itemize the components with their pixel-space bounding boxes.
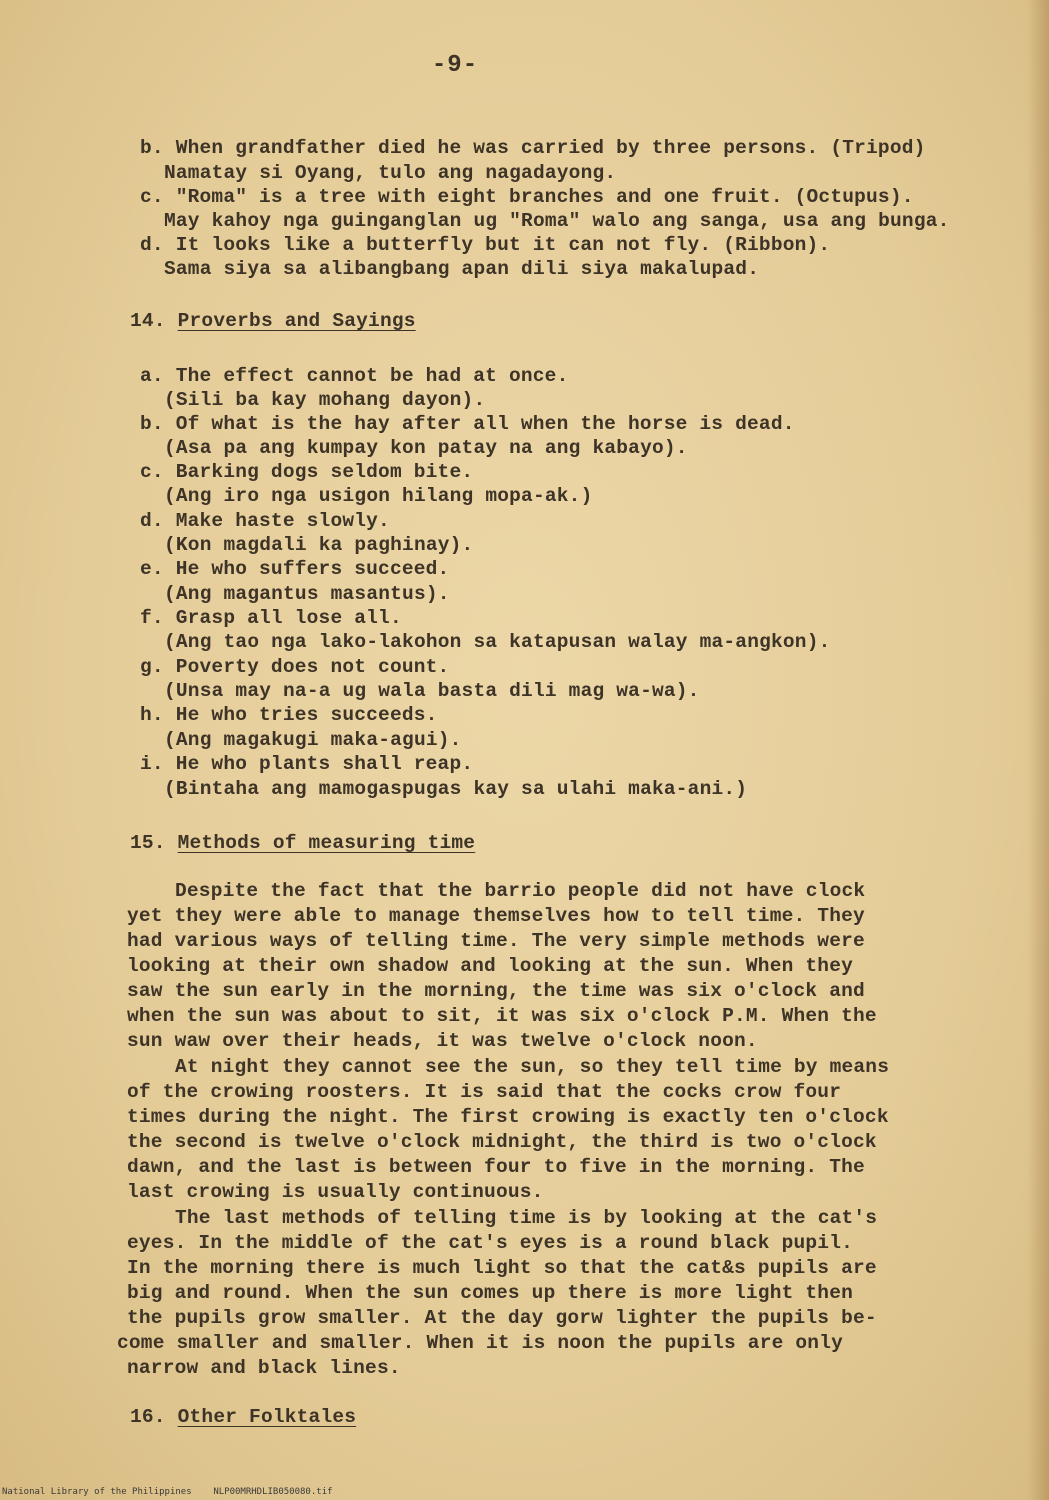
paragraph-line: come smaller and smaller. When it is noon the pupils are only (117, 1332, 844, 1354)
riddle-b-native: Namatay si Oyang, tulo ang nagadayong. (164, 162, 617, 184)
riddle-c: c. "Roma" is a tree with eight branches and one fruit. (Octupus). (140, 186, 914, 208)
paragraph-line: the pupils grow smaller. At the day gorw lighter the pupils be- (127, 1307, 877, 1329)
paragraph-line: of the crowing roosters. It is said that the cocks crow four (127, 1081, 842, 1103)
paragraph-line: Despite the fact that the barrio people did not have clock (175, 880, 866, 902)
proverb-e-native: (Ang magantus masantus). (164, 583, 450, 605)
page-edge-shadow (1027, 0, 1049, 1500)
section-14-heading: 14. Proverbs and Sayings (130, 310, 416, 332)
paragraph-line: At night they cannot see the sun, so they tell time by means (175, 1056, 890, 1078)
paragraph-line: when the sun was about to sit, it was six o'clock P.M. When the (127, 1005, 877, 1027)
proverb-c-native: (Ang iro nga usigon hilang mopa-ak.) (164, 485, 593, 507)
paragraph-line: The last methods of telling time is by looking at the cat's (175, 1207, 878, 1229)
proverb-b-native: (Asa pa ang kumpay kon patay na ang kabayo). (164, 437, 688, 459)
paragraph-line: looking at their own shadow and looking at the sun. When they (127, 955, 854, 977)
paragraph-line: big and round. When the sun comes up there is more light then (127, 1282, 854, 1304)
section-15-heading: 15. Methods of measuring time (130, 832, 476, 854)
proverb-g-native: (Unsa may na-a ug wala basta dili mag wa-wa). (164, 680, 700, 702)
riddle-d: d. It looks like a butterfly but it can not fly. (Ribbon). (140, 234, 831, 256)
proverb-a-native: (Sili ba kay mohang dayon). (164, 389, 486, 411)
proverb-h: h. He who tries succeeds. (140, 704, 438, 726)
proverb-a: a. The effect cannot be had at once. (140, 365, 569, 387)
paragraph-line: narrow and black lines. (127, 1357, 401, 1379)
proverb-e: e. He who suffers succeed. (140, 558, 450, 580)
paragraph-line: yet they were able to manage themselves how to tell time. They (127, 905, 865, 927)
paragraph-line: dawn, and the last is between four to five in the morning. The (127, 1156, 865, 1178)
paragraph-line: In the morning there is much light so that the cat&s pupils are (127, 1257, 877, 1279)
proverb-d-native: (Kon magdali ka paghinay). (164, 534, 474, 556)
paragraph-line: last crowing is usually continuous. (127, 1181, 544, 1203)
proverb-f: f. Grasp all lose all. (140, 607, 402, 629)
paragraph-line: saw the sun early in the morning, the time was six o'clock and (127, 980, 865, 1002)
proverb-c: c. Barking dogs seldom bite. (140, 461, 474, 483)
section-16-heading: 16. Other Folktales (130, 1406, 357, 1428)
proverb-h-native: (Ang magakugi maka-agui). (164, 729, 462, 751)
scan-footer: National Library of the Philippines NLP00MRHDLIB050080.tif (2, 1487, 333, 1497)
proverb-b: b. Of what is the hay after all when the horse is dead. (140, 413, 795, 435)
proverb-i: i. He who plants shall reap. (140, 753, 474, 775)
page-number: -9- (431, 52, 479, 79)
riddle-d-native: Sama siya sa alibangbang apan dili siya makalupad. (164, 258, 760, 280)
proverb-f-native: (Ang tao nga lako-lakohon sa katapusan walay ma-angkon). (164, 631, 831, 653)
proverb-g: g. Poverty does not count. (140, 656, 450, 678)
paragraph-line: times during the night. The first crowing is exactly ten o'clock (127, 1106, 889, 1128)
proverb-d: d. Make haste slowly. (140, 510, 390, 532)
paragraph-line: eyes. In the middle of the cat's eyes is a round black pupil. (127, 1232, 854, 1254)
paragraph-line: the second is twelve o'clock midnight, the third is two o'clock (127, 1131, 877, 1153)
proverb-i-native: (Bintaha ang mamogaspugas kay sa ulahi maka-ani.) (164, 778, 748, 800)
paragraph-line: sun waw over their heads, it was twelve o'clock noon. (127, 1030, 758, 1052)
paragraph-line: had various ways of telling time. The very simple methods were (127, 930, 865, 952)
riddle-c-native: May kahoy nga guinganglan ug "Roma" walo ang sanga, usa ang bunga. (164, 210, 950, 232)
riddle-b: b. When grandfather died he was carried by three persons. (Tripod) (140, 137, 926, 159)
